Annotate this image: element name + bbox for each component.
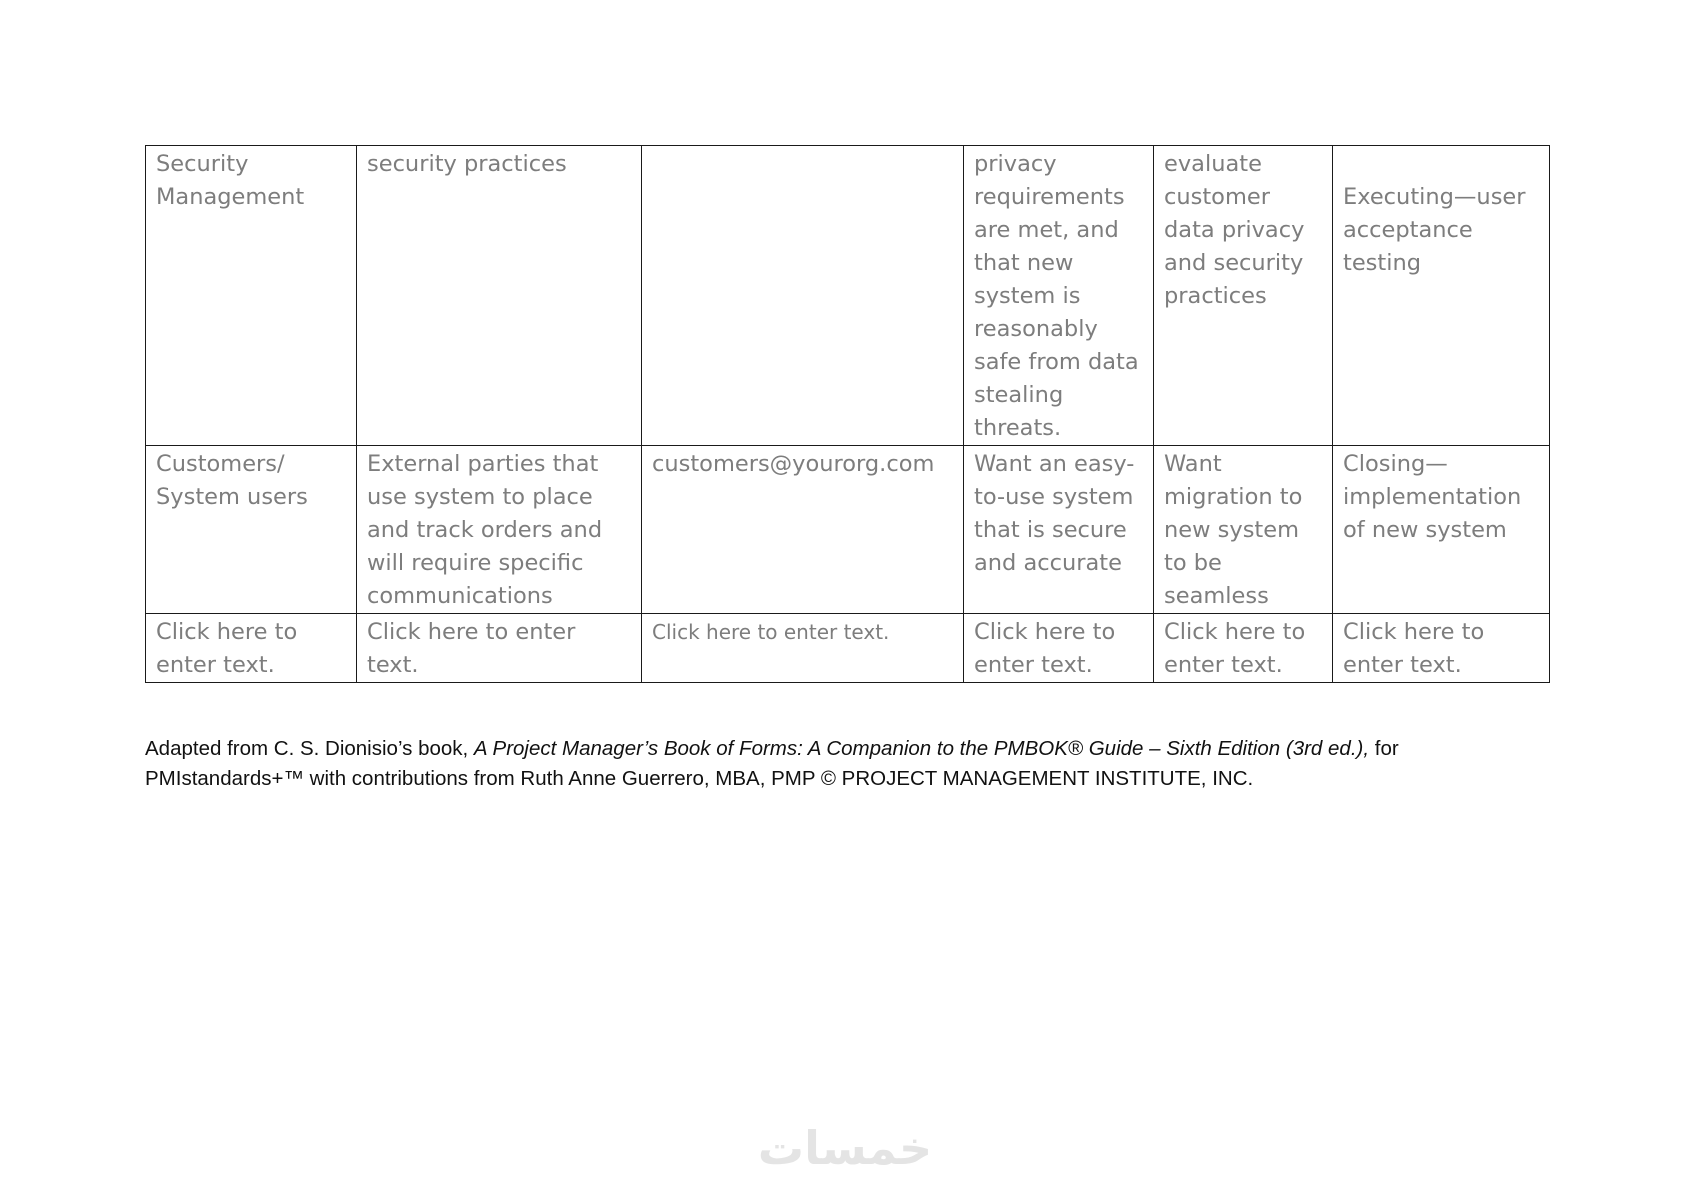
cell-name[interactable] xyxy=(146,446,357,614)
cell-text: Customers/ System users xyxy=(156,451,308,510)
cell-expectations[interactable] xyxy=(964,146,1154,446)
cell-contact[interactable] xyxy=(642,446,964,614)
table-row xyxy=(146,446,1550,614)
cell-text: privacy requirements are met, and that new system is reasonably safe from data stealing threats. xyxy=(974,151,1139,441)
stakeholder-register-table xyxy=(145,145,1550,683)
cell-expectations[interactable] xyxy=(964,446,1154,614)
cell-interest-placeholder[interactable] xyxy=(1154,614,1333,683)
cell-interest[interactable] xyxy=(1154,446,1333,614)
attribution-suffix: for xyxy=(1369,737,1399,760)
cell-role[interactable] xyxy=(357,446,642,614)
cell-text: Click here to enter text. xyxy=(652,620,890,644)
cell-text: security practices xyxy=(367,151,567,177)
table-row xyxy=(146,614,1550,683)
cell-name-placeholder[interactable] xyxy=(146,614,357,683)
book-title: A Project Manager’s Book of Forms: A Companion to the PMBOK® Guide – Sixth Edition (3rd ed.), xyxy=(473,737,1370,760)
table-row xyxy=(146,146,1550,446)
cell-interest[interactable] xyxy=(1154,146,1333,446)
cell-contact-placeholder[interactable] xyxy=(642,614,964,683)
attribution-line-2: PMIstandards+™ with contributions from Ruth Anne Guerrero, MBA, PMP © PROJECT MANAGEMENT INSTITUTE, INC. xyxy=(145,767,1254,790)
attribution-prefix: Adapted from C. S. Dionisio’s book, xyxy=(145,737,474,760)
cell-text: Executing—user acceptance testing xyxy=(1343,184,1526,276)
cell-text: customers@yourorg.com xyxy=(652,451,935,477)
cell-name[interactable] xyxy=(146,146,357,446)
cell-phase[interactable] xyxy=(1333,146,1550,446)
cell-text: Click here to enter text. xyxy=(974,619,1116,678)
cell-role-placeholder[interactable] xyxy=(357,614,642,683)
cell-text: External parties that use system to place and track orders and will require specific communications xyxy=(367,451,603,609)
cell-text: Closing— implementation of new system xyxy=(1343,451,1522,543)
cell-expectations-placeholder[interactable] xyxy=(964,614,1154,683)
cell-text: Want migration to new system to be seamless xyxy=(1164,451,1303,609)
watermark-text: خمسات xyxy=(757,1121,933,1175)
cell-text: Click here to enter text. xyxy=(1343,619,1485,678)
cell-phase[interactable] xyxy=(1333,446,1550,614)
cell-text: evaluate customer data privacy and security practices xyxy=(1164,151,1305,309)
cell-text: Security Management xyxy=(156,151,305,210)
cell-phase-placeholder[interactable] xyxy=(1333,614,1550,683)
attribution-footer xyxy=(145,734,1565,794)
cell-text: Click here to enter text. xyxy=(1164,619,1306,678)
cell-contact[interactable] xyxy=(642,146,964,446)
cell-text: Want an easy- to-use system that is secure and accurate xyxy=(974,451,1135,576)
cell-text: Click here to enter text. xyxy=(367,619,576,678)
watermark-logo xyxy=(740,1118,950,1178)
cell-role[interactable] xyxy=(357,146,642,446)
attribution-line-1 xyxy=(145,734,1565,764)
cell-text: Click here to enter text. xyxy=(156,619,298,678)
